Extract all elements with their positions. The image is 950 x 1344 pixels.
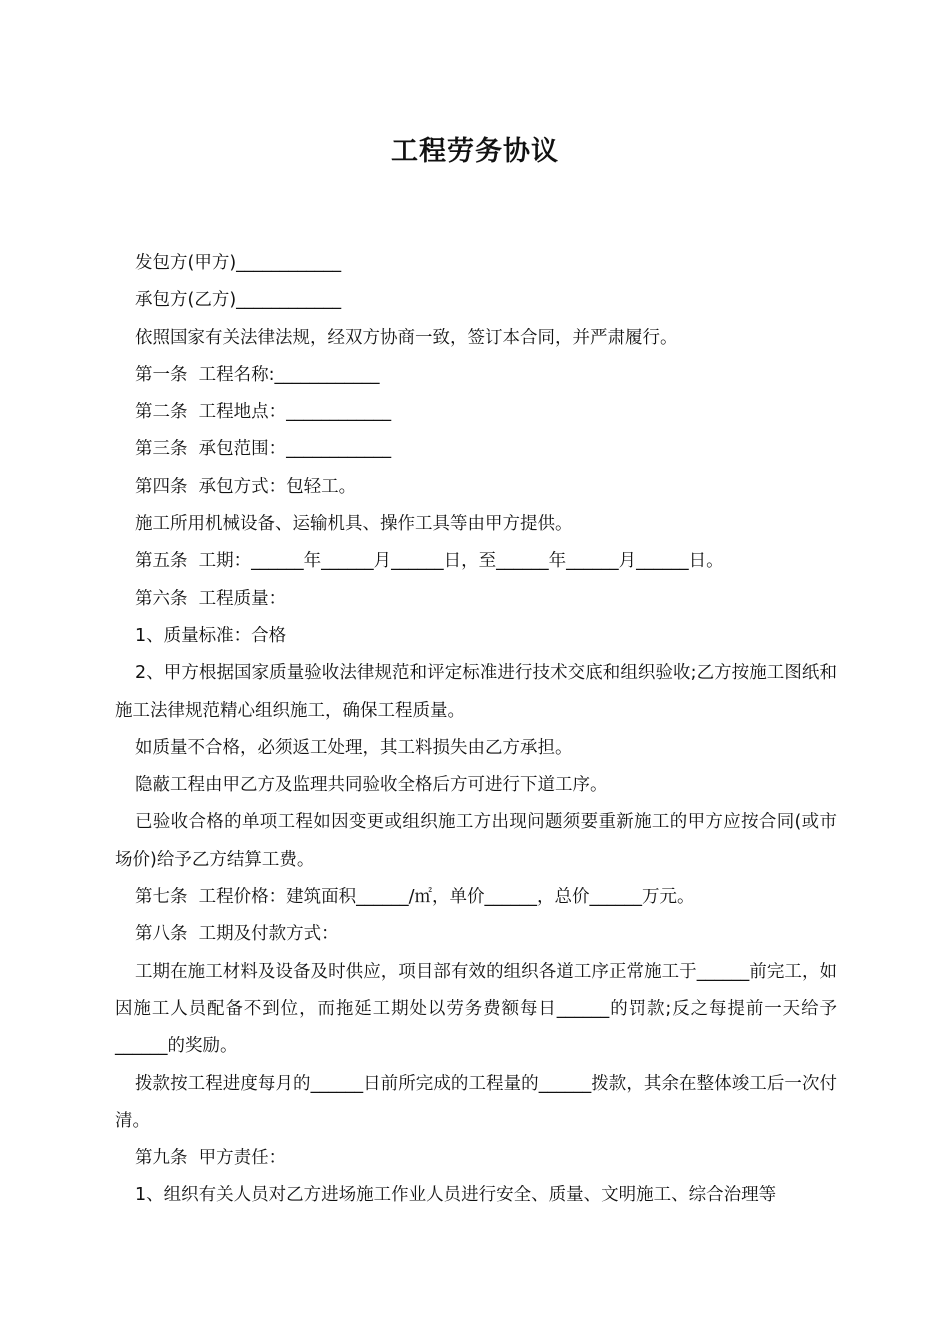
quality-acceptance-item: 2、甲方根据国家质量验收法律规范和评定标准进行技术交底和组织验收;乙方按施工图纸和施工法律规范精心组织施工，确保工程质量。 — [115, 663, 837, 721]
party-a-duty-item-1: 1、组织有关人员对乙方进场施工作业人员进行安全、质量、文明施工、综合治理等 — [135, 1185, 777, 1206]
article-4-contract-method: 第四条 承包方式：包轻工。 — [135, 476, 357, 497]
payment-paragraph: 拨款按工程进度每月的______日前所完成的工程量的______拨款，其余在整体竣工后一次付清。 — [115, 1073, 837, 1131]
article-2-project-location: 第二条 工程地点：____________ — [135, 402, 392, 423]
quality-standard-item: 1、质量标准：合格 — [135, 625, 287, 646]
re-construction-paragraph: 已验收合格的单项工程如因变更或组织施工方出现问题须要重新施工的甲方应按合同(或市场价)给予乙方结算工费。 — [115, 812, 837, 870]
article-3-contract-scope: 第三条 承包范围：____________ — [135, 439, 392, 460]
schedule-penalty-paragraph: 工期在施工材料及设备及时供应，项目部有效的组织各道工序正常施工于______前完工，如因施工人员配备不到位，而拖延工期处以劳务费额每日______的罚款;反之每提前一天给予______的奖励。 — [115, 961, 837, 1057]
party-b-line: 承包方(乙方)____________ — [135, 290, 342, 311]
preamble-paragraph: 依照国家有关法律法规，经双方协商一致，签订本合同，并严肃履行。 — [135, 327, 678, 348]
equipment-paragraph: 施工所用机械设备、运输机具、操作工具等由甲方提供。 — [135, 514, 573, 535]
concealed-work-paragraph: 隐蔽工程由甲乙方及监理共同验收全格后方可进行下道工序。 — [135, 775, 608, 796]
article-7-price: 第七条 工程价格：建筑面积______/㎡，单价______，总价______万元。 — [135, 887, 695, 908]
article-1-project-name: 第一条 工程名称:____________ — [135, 364, 380, 385]
document-title: 工程劳务协议 — [391, 136, 559, 167]
article-5-duration: 第五条 工期：______年______月______日，至______年______月______日。 — [135, 551, 724, 572]
party-a-line: 发包方(甲方)____________ — [135, 253, 342, 273]
article-9-party-a-heading: 第九条 甲方责任： — [135, 1148, 287, 1169]
article-8-payment-heading: 第八条 工期及付款方式： — [135, 924, 339, 945]
article-6-quality-heading: 第六条 工程质量： — [135, 588, 287, 609]
document-body — [115, 245, 837, 1215]
rework-paragraph: 如质量不合格，必须返工处理，其工料损失由乙方承担。 — [135, 737, 573, 758]
